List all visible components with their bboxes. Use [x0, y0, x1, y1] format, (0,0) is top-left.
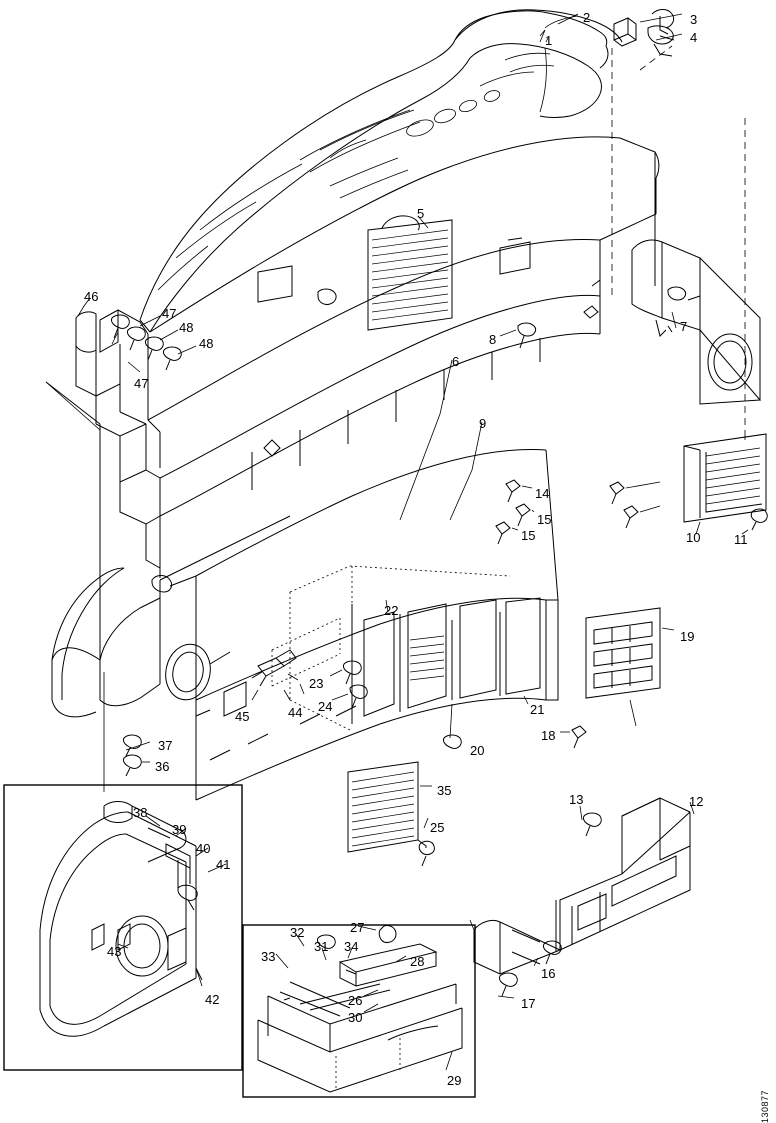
callout-45: 45 — [235, 709, 250, 724]
callout-22: 22 — [384, 603, 399, 618]
callout-15a: 15 — [521, 528, 536, 543]
callout-11: 11 — [734, 532, 748, 547]
callout-28: 28 — [410, 954, 425, 969]
callout-48b: 48 — [199, 336, 214, 351]
part-3-4-clips — [540, 10, 682, 57]
callout-42: 42 — [205, 992, 220, 1007]
callout-5: 5 — [417, 206, 425, 221]
callout-29: 29 — [447, 1073, 462, 1088]
callout-18: 18 — [541, 728, 556, 743]
callout-43: 43 — [107, 944, 122, 959]
leader-9 — [450, 422, 482, 520]
callout-44: 44 — [288, 705, 303, 720]
sheet-code: 130877 — [760, 1090, 770, 1123]
callout-12: 12 — [689, 794, 704, 809]
callout-35: 35 — [437, 783, 452, 798]
callout-48a: 48 — [179, 320, 194, 335]
callout-7: 7 — [680, 319, 688, 334]
callout-30: 30 — [348, 1010, 363, 1025]
callout-14: 14 — [535, 486, 550, 501]
callout-46: 46 — [84, 289, 99, 304]
callout-40: 40 — [196, 841, 211, 856]
callout-20: 20 — [470, 743, 485, 758]
alignment-line-diag — [640, 46, 672, 70]
callout-31: 31 — [314, 939, 329, 954]
part-36-stem — [126, 768, 130, 776]
part-5-main-grille-panel — [76, 137, 659, 592]
callout-39: 39 — [172, 822, 187, 837]
callout-3: 3 — [690, 12, 698, 27]
inset-box-left — [4, 785, 242, 1070]
callout-4: 4 — [690, 30, 698, 45]
fender-outline — [46, 382, 124, 792]
callout-10: 10 — [686, 530, 701, 545]
callout-15b: 15 — [537, 512, 552, 527]
callout-2: 2 — [583, 10, 591, 25]
callout-23: 23 — [309, 676, 324, 691]
callout-17: 17 — [521, 996, 536, 1011]
callout-47a: 47 — [162, 306, 177, 321]
leader-8 — [500, 330, 516, 336]
callout-38: 38 — [133, 805, 148, 820]
part-1-upper-cowl — [140, 10, 622, 335]
callout-37: 37 — [158, 738, 173, 753]
callout-33: 33 — [261, 949, 276, 964]
callout-34: 34 — [344, 939, 359, 954]
callout-21: 21 — [530, 702, 545, 717]
part-37-nut — [123, 735, 141, 748]
part-19-vent-insert — [560, 608, 674, 748]
leader-20 — [450, 704, 452, 738]
callout-25: 25 — [430, 820, 445, 835]
part-36-nut — [123, 755, 141, 768]
part-20-nut — [443, 735, 461, 748]
part-12-lower-right-bracket — [474, 798, 694, 998]
callout-1: 1 — [545, 33, 553, 48]
callout-24: 24 — [318, 699, 333, 714]
callout-6: 6 — [452, 354, 460, 369]
part-7-right-end-cap — [632, 240, 760, 404]
callout-19: 19 — [680, 629, 695, 644]
part-8-nut — [518, 323, 536, 336]
callout-13: 13 — [569, 792, 584, 807]
leader-1 — [540, 48, 546, 112]
callout-41: 41 — [216, 857, 231, 872]
callout-8: 8 — [489, 332, 497, 347]
callout-9: 9 — [479, 416, 487, 431]
callout-32: 32 — [290, 925, 305, 940]
callout-36: 36 — [155, 759, 170, 774]
part-35-lower-grille — [348, 762, 434, 866]
callout-27: 27 — [350, 920, 365, 935]
part-10-11-grille-insert — [684, 434, 767, 534]
leader-21 — [524, 696, 528, 704]
part-8-stem — [520, 336, 524, 348]
callout-26: 26 — [348, 993, 363, 1008]
callout-16: 16 — [541, 966, 556, 981]
callout-47b: 47 — [134, 376, 149, 391]
